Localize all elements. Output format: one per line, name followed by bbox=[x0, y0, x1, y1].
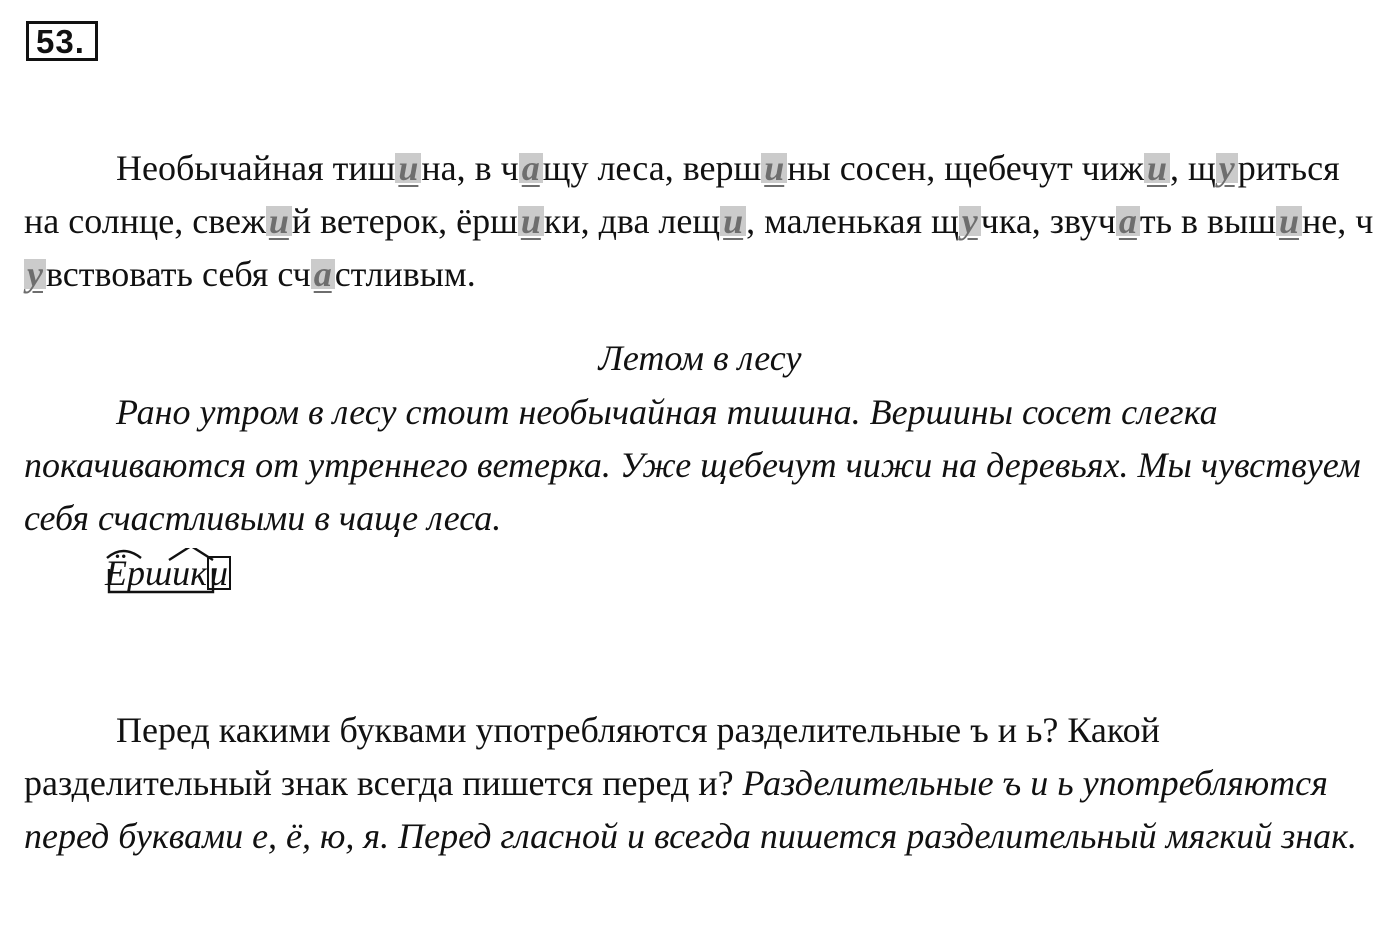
question-paragraph bbox=[24, 704, 1374, 863]
word-text: стливым. bbox=[334, 254, 476, 294]
word-text: ть в выш bbox=[1139, 201, 1276, 241]
highlighted-vowel: и bbox=[720, 206, 746, 236]
highlighted-vowel: а bbox=[1116, 206, 1140, 236]
word-text: ны сосен, щебечут чиж bbox=[787, 148, 1144, 188]
highlighted-vowel: и bbox=[1144, 153, 1170, 183]
word-text: Необычайная тиш bbox=[116, 148, 396, 188]
word-text: ки, два лещ bbox=[543, 201, 721, 241]
word-text: , щ bbox=[1169, 148, 1216, 188]
highlighted-vowel: у bbox=[1216, 153, 1238, 183]
word-morpheme-analysis bbox=[105, 548, 231, 598]
word-text: щу леса, верш bbox=[542, 148, 762, 188]
highlighted-vowel: и bbox=[395, 153, 421, 183]
word-text: чка, звуч bbox=[980, 201, 1116, 241]
highlighted-vowel: и bbox=[518, 206, 544, 236]
highlighted-vowel: у bbox=[24, 259, 46, 289]
story-text: Рано утром в лесу стоит необычайная тишина. Вершины сосет слегка покачиваются от утреннего ветерка. Уже щебечут чижи на деревьях. Мы чувствуем себя счастливыми в чаще леса. bbox=[24, 392, 1361, 538]
word-stem bbox=[105, 548, 207, 598]
word-text: на, в ч bbox=[421, 148, 519, 188]
highlighted-vowel: и bbox=[1276, 206, 1302, 236]
highlighted-vowel: а bbox=[311, 259, 335, 289]
word-text: риться на солнце, свеж bbox=[24, 148, 1340, 241]
highlighted-vowel: и bbox=[266, 206, 292, 236]
question-text: Перед какими буквами употребляются разделительные ъ и ь? Какой разделительный знак всегда пишется перед и? bbox=[24, 710, 1160, 803]
word-text: й ветерок, ёрш bbox=[291, 201, 518, 241]
exercise-number: 53. bbox=[26, 21, 98, 61]
word-text: , маленькая щ bbox=[746, 201, 959, 241]
highlighted-vowel: и bbox=[761, 153, 787, 183]
word-text: вствовать себя сч bbox=[45, 254, 311, 294]
highlighted-vowel: а bbox=[519, 153, 543, 183]
story-title: Летом в лесу bbox=[598, 338, 802, 378]
word-text: не, ч bbox=[1302, 201, 1374, 241]
answer-text: Разделительные ъ и ь употребляются перед буквами е, ё, ю, я. Перед гласной и всегда пишется разделительный мягкий знак. bbox=[24, 763, 1357, 856]
word-stem-text: Ёршик bbox=[105, 553, 208, 593]
words-list-paragraph bbox=[24, 142, 1374, 301]
highlighted-vowel: у bbox=[959, 206, 981, 236]
word-ending-box: и bbox=[207, 556, 231, 590]
